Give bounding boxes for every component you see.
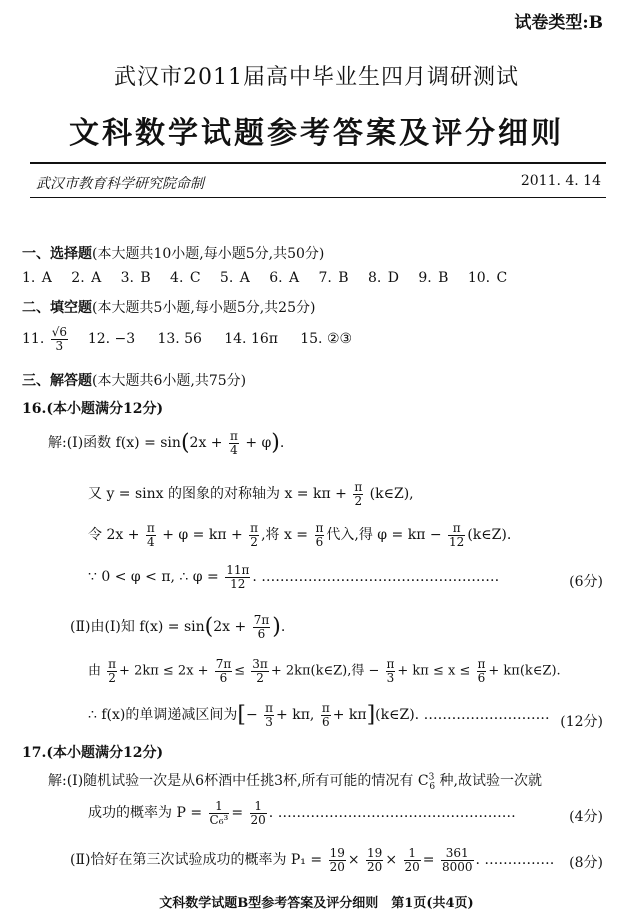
fraction: $\frac{\pi}{3}$ bbox=[265, 701, 274, 729]
header-rule-bottom bbox=[30, 197, 606, 198]
q17-heading: 17.(本小题满分12分) bbox=[22, 745, 164, 761]
section-note: (本大题共10小题,每小题5分,共50分) bbox=[92, 246, 325, 262]
fraction: $\frac{\pi}{3}$ bbox=[386, 657, 395, 685]
fraction: $\frac{\pi}{4}$ bbox=[229, 429, 238, 457]
fraction: $\frac{\pi}{6}$ bbox=[321, 701, 330, 729]
fraction: $\frac{\pi}{4}$ bbox=[146, 521, 155, 549]
q16-line-2: 又 y = sinx 的图象的对称轴为 x = kπ + $\frac{\pi}{2}$ (k∈Z), bbox=[88, 480, 414, 508]
q16-line-6: 由 $\frac{\pi}{2}$ + 2kπ ≤ 2x + $\frac{7\pi}{6}$ ≤ $\frac{3\pi}{2}$ + 2kπ(k∈Z),得 − $\frac{\pi}{3}$ + kπ ≤ x ≤ $\frac{\pi}{6}$ + kπ(k∈Z). bbox=[88, 657, 561, 685]
answer-item: 4. C bbox=[170, 270, 201, 286]
date: 2011. 4. 14 bbox=[520, 173, 601, 189]
answer-item: 9. B bbox=[418, 270, 449, 286]
page-footer: 文科数学试题B型参考答案及评分细则 第1页(共4页) bbox=[159, 896, 474, 911]
answer-item: 12. −3 bbox=[87, 331, 136, 348]
q16-line-4: ∵ 0 < φ < π, ∴ φ = $\frac{11\pi}{12}$ . …………………………………………… bbox=[88, 563, 500, 591]
q17-line-3: (Ⅱ)恰好在第三次试验成功的概率为 P₁ = $\frac{19}{20}$ × $\frac{19}{20}$ × $\frac{1}{20}$ = $\frac{361}{8000}$ . …………… bbox=[70, 846, 555, 874]
fraction: $\frac{1}{\text{C₆³}}$ bbox=[209, 799, 229, 827]
answer-item: 7. B bbox=[318, 270, 349, 286]
fraction: $\frac{1}{20}$ bbox=[250, 799, 266, 827]
fraction: $\frac{7\pi}{6}$ bbox=[253, 613, 270, 641]
fraction: $\frac{19}{20}$ bbox=[367, 846, 383, 874]
answer-item: 3. B bbox=[120, 270, 151, 286]
fraction: $\frac{\pi}{2}$ bbox=[108, 657, 117, 685]
section-note: (本大题共6小题,共75分) bbox=[92, 373, 247, 389]
q17-line-1: 解:(Ⅰ)随机试验一次是从6杯酒中任挑3杯,所有可能的情况有 $C^3_6$ 种,故试验一次就 bbox=[48, 772, 542, 792]
fraction: $\frac{\pi}{2}$ bbox=[250, 521, 259, 549]
q16-heading: 16.(本小题满分12分) bbox=[22, 401, 164, 417]
document-subtitle: 文科数学试题参考答案及评分细则 bbox=[69, 116, 564, 151]
q16-line-1: 解:(Ⅰ)函数 f(x) = sin(2x + $\frac{\pi}{4}$ + φ). bbox=[48, 429, 285, 457]
section-choice-heading bbox=[22, 243, 324, 263]
fill-answers bbox=[22, 326, 352, 352]
answer-item: 10. C bbox=[467, 270, 508, 286]
fraction: $\frac{19}{20}$ bbox=[329, 846, 345, 874]
fraction: $\frac{\pi}{12}$ bbox=[449, 521, 465, 549]
fraction: $\frac{\pi}{2}$ bbox=[354, 480, 363, 508]
score-8: (8分) bbox=[569, 855, 603, 871]
answer-item: 2. A bbox=[71, 270, 102, 286]
score-12: (12分) bbox=[560, 714, 603, 730]
fraction: $\frac{1}{20}$ bbox=[404, 846, 420, 874]
issuer: 武汉市教育科学研究院命制 bbox=[36, 176, 204, 192]
header-rule-top bbox=[30, 162, 606, 164]
section-title: 二、填空题 bbox=[22, 300, 92, 316]
answer-item: 5. A bbox=[219, 270, 250, 286]
fraction: $\frac{11\pi}{12}$ bbox=[226, 563, 250, 591]
choice-answers bbox=[22, 270, 507, 286]
answer-item: 6. A bbox=[269, 270, 300, 286]
section-solution-heading bbox=[22, 370, 246, 390]
fraction: $\frac{3\pi}{2}$ bbox=[252, 657, 268, 685]
q16-line-5: (Ⅱ)由(Ⅰ)知 f(x) = sin(2x + $\frac{7\pi}{6}$ ). bbox=[70, 613, 286, 641]
q17-line-2: 成功的概率为 P = $\frac{1}{\text{C₆³}}$ = $\frac{1}{20}$ . …………………………………………… bbox=[88, 799, 516, 827]
fraction: $\frac{361}{8000}$ bbox=[441, 846, 473, 874]
answer-item: 13. 56 bbox=[157, 331, 202, 348]
paper-type: 试卷类型:B bbox=[514, 13, 603, 33]
fraction: $\frac{√6}{3}$ bbox=[51, 325, 67, 353]
answer-label: 11. bbox=[22, 331, 45, 348]
answer-item: 8. D bbox=[367, 270, 399, 286]
section-title: 一、选择题 bbox=[22, 246, 92, 262]
section-title: 三、解答题 bbox=[22, 373, 92, 389]
fraction: $\frac{\pi}{6}$ bbox=[315, 521, 324, 549]
fraction: $\frac{\pi}{6}$ bbox=[477, 657, 486, 685]
answer-item: 15. ②③ bbox=[300, 331, 353, 348]
exam-title: 武汉市2011届高中毕业生四月调研测试 bbox=[114, 65, 519, 90]
answer-item: 14. 16π bbox=[224, 331, 278, 348]
score-6: (6分) bbox=[569, 574, 603, 590]
q16-line-3: 令 2x + $\frac{\pi}{4}$ + φ = kπ + $\frac{\pi}{2}$ ,将 x = $\frac{\pi}{6}$ 代入,得 φ = kπ − $\frac{\pi}{12}$ (k∈Z). bbox=[88, 521, 512, 549]
q16-line-7: ∴ f(x)的单调递减区间为[− $\frac{\pi}{3}$ + kπ, $\frac{\pi}{6}$ + kπ](k∈Z). ……………………… bbox=[88, 701, 550, 729]
section-note: (本大题共5小题,每小题5分,共25分) bbox=[92, 300, 316, 316]
answer-item: 1. A bbox=[22, 270, 52, 286]
section-fill-heading bbox=[22, 297, 315, 317]
score-4: (4分) bbox=[569, 809, 603, 825]
fraction: $\frac{7\pi}{6}$ bbox=[215, 657, 232, 685]
